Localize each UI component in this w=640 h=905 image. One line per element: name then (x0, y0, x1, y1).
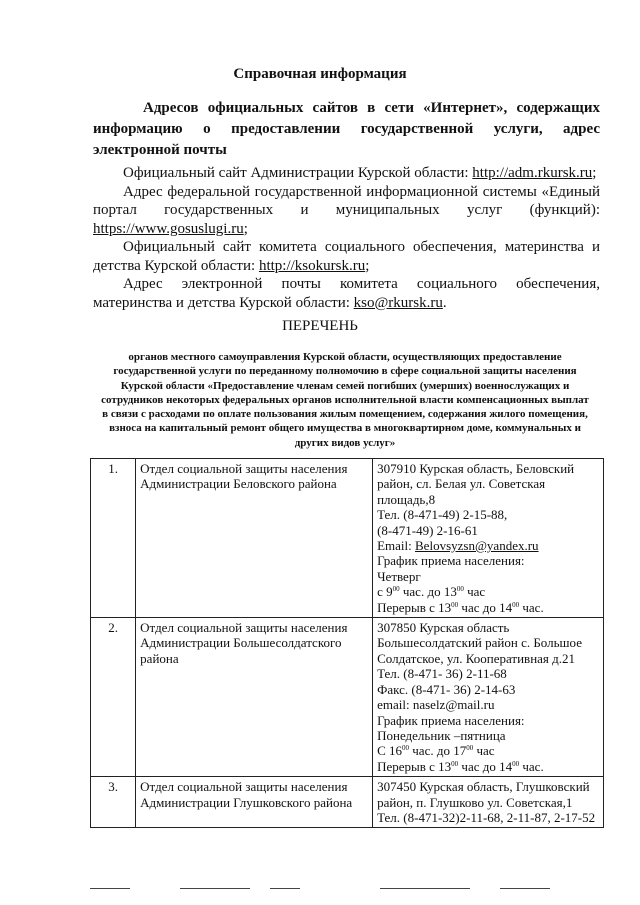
contact-info (373, 777, 604, 828)
address: 307910 Курская область, Беловский район, сл. Белая ул. Советская площадь,8 (377, 461, 575, 507)
hours-text: С 16 (377, 743, 403, 759)
site-link-admin[interactable]: http://adm.rkursk.ru (472, 165, 593, 181)
row-number: 2. (91, 618, 136, 777)
row-number: 1. (91, 459, 136, 618)
site-line-gosuslugi (93, 183, 600, 239)
break-text: Перерыв с 13 (377, 758, 452, 774)
site-suffix: ; (243, 220, 248, 237)
department-name: Отдел социальной защиты населения Администрации Большесолдатского района (136, 618, 373, 777)
scan-mark (380, 888, 470, 889)
hours-sup: 00 (466, 744, 474, 753)
table-row (91, 618, 604, 777)
hours-text: час (463, 584, 486, 600)
hours-text: с 9 (377, 584, 393, 600)
email-label: Email: (377, 538, 416, 554)
site-suffix: ; (592, 165, 597, 181)
contact-info (373, 618, 604, 777)
table-row (91, 459, 604, 618)
break-sup: 00 (451, 600, 459, 609)
schedule-hours (377, 584, 599, 599)
site-suffix: ; (365, 257, 370, 274)
scan-mark (180, 888, 250, 889)
hours-sup: 00 (392, 585, 400, 594)
row-number: 3. (91, 777, 136, 828)
hours-sup: 00 (456, 585, 464, 594)
schedule-label: График приема населения: (377, 553, 525, 569)
hours-text: час. до 13 (399, 584, 457, 600)
scan-mark (500, 888, 550, 889)
organizations-table (90, 458, 604, 828)
phone: (8-471-49) 2-16-61 (377, 522, 478, 538)
scan-mark (270, 888, 300, 889)
email-line (377, 697, 599, 712)
site-suffix: . (442, 294, 447, 311)
site-text: Адрес электронной почты комитета социального обеспечения, материнства и детства Курской области: (93, 276, 600, 311)
break-text: час. (519, 599, 544, 615)
email-label: email: (377, 697, 413, 713)
site-line-committee (93, 238, 600, 275)
site-link-gosuslugi[interactable]: https://www.gosuslugi.ru (93, 220, 244, 237)
list-title: ПЕРЕЧЕНЬ (282, 318, 358, 334)
schedule-days: Четверг (377, 568, 421, 584)
break-sup: 00 (451, 759, 459, 768)
hours-text: час (473, 743, 495, 759)
contact-info (373, 459, 604, 618)
break-sup: 00 (512, 759, 520, 768)
address: 307850 Курская область Большесолдатский район с. Большое Солдатское, ул. Кооперативная д.21 (377, 620, 582, 666)
site-text: Официальный сайт Администрации Курской области: (123, 165, 473, 181)
address: 307450 Курская область, Глушковский район, п. Глушково ул. Советская,1 (377, 779, 590, 810)
site-link-committee[interactable]: http://ksokursk.ru (258, 257, 366, 274)
phone: Тел. (8-471- 36) 2-11-68 (377, 666, 507, 682)
table-row (91, 777, 604, 828)
break-sup: 00 (512, 600, 520, 609)
break-text: час до 14 (458, 599, 513, 615)
schedule-label: График приема населения: (377, 712, 525, 728)
break-text: час до 14 (458, 758, 513, 774)
list-subtitle: органов местного самоуправления Курской области, осуществляющих предоставление государственной услуги по переданному полномочию в сфере социальной защиты населения Курской области «Предоставление членам семей погибших (умерших) военнослужащих и сотрудников некоторых федеральных органов исполнительной власти компенсационных выплат в связи с расходами по оплате пользования жилым помещением, содержания жилого помещения, взноса на капитальный ремонт общего имущества в многоквартирном доме, коммунальных и других видов услуг» (101, 351, 589, 449)
page-bottom-marks (80, 888, 560, 894)
site-text: Адрес федеральной государственной информационной системы «Единый портал государственных и муниципальных услуг (функций): (93, 183, 600, 218)
site-link-email[interactable]: kso@rkursk.ru (353, 294, 443, 311)
email-line (377, 538, 599, 553)
site-text: Официальный сайт комитета социального обеспечения, материнства и детства Курской области: (93, 239, 600, 274)
schedule-hours (377, 743, 599, 758)
schedule-break (377, 759, 599, 774)
scan-mark (90, 888, 130, 889)
department-name: Отдел социальной защиты населения Администрации Беловского района (136, 459, 373, 618)
schedule-days: Понедельник –пятница (377, 727, 506, 743)
sites-block (93, 164, 600, 312)
phone: Тел. (8-471-32)2-11-68, 2-11-87, 2-17-52 (377, 809, 596, 825)
break-text: час. (519, 758, 544, 774)
phone: Тел. (8-471-49) 2-15-88, (377, 507, 508, 523)
email-link[interactable]: Belovsyzsn@yandex.ru (415, 538, 539, 554)
hours-text: час. до 17 (409, 743, 467, 759)
fax: Факс. (8-471- 36) 2-14-63 (377, 681, 516, 697)
document-title: Справочная информация (233, 66, 407, 82)
hours-sup: 00 (402, 744, 410, 753)
email-link[interactable]: naselz@mail.ru (412, 697, 495, 713)
site-line-email (93, 275, 600, 312)
department-name: Отдел социальной защиты населения Администрации Глушковского района (136, 777, 373, 828)
schedule-break (377, 600, 599, 615)
break-text: Перерыв с 13 (377, 599, 452, 615)
document-subtitle: Адресов официальных сайтов в сети «Интернет», содержащих информацию о предоставлении государственной услуги, адрес электронной почты (93, 100, 600, 158)
site-line-admin (93, 164, 600, 183)
